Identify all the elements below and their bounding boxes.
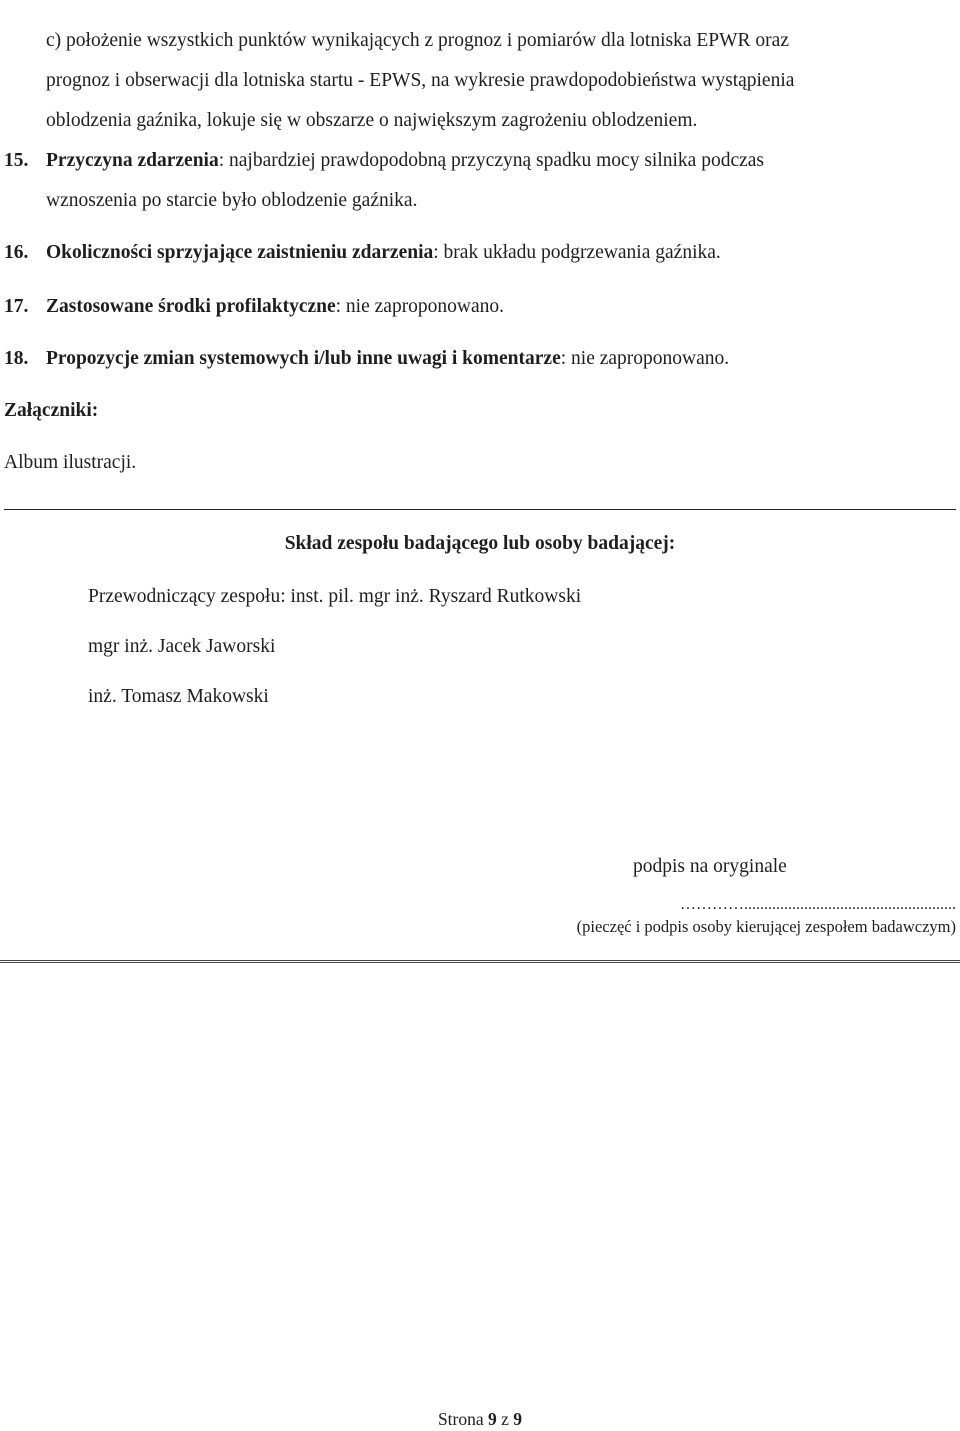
signature-note: podpis na oryginale xyxy=(633,856,787,877)
page-footer xyxy=(0,1409,960,1430)
team-heading: Skład zespołu badającego lub osoby badającej: xyxy=(284,533,676,554)
signature-dots: …………..................................................... xyxy=(680,896,956,913)
item-number: 18. xyxy=(4,348,29,369)
item-16 xyxy=(4,242,721,264)
item-text: : najbardziej prawdopodobną przyczyną spadku mocy silnika podczas xyxy=(218,150,765,171)
item-number: 16. xyxy=(4,242,29,263)
section-c-line-2: prognoz i obserwacji dla lotniska startu - EPWS, na wykresie prawdopodobieństwa wystąpienia xyxy=(46,70,795,91)
section-divider xyxy=(4,509,956,510)
attachments-heading: Załączniki: xyxy=(4,400,99,421)
footer-current-page: 9 xyxy=(488,1409,497,1429)
item-17 xyxy=(4,296,504,318)
item-heading: Propozycje zmian systemowych i/lub inne uwagi i komentarze xyxy=(46,348,561,369)
item-number: 15. xyxy=(4,150,29,171)
footer-separator: z xyxy=(496,1409,514,1429)
page-bottom-rule xyxy=(0,960,960,963)
item-number: 17. xyxy=(4,296,29,317)
footer-prefix: Strona xyxy=(437,1409,489,1429)
item-heading: Okoliczności sprzyjające zaistnieniu zdarzenia xyxy=(46,242,434,263)
attachments-text: Album ilustracji. xyxy=(4,452,137,473)
item-15 xyxy=(4,150,764,172)
item-text: : nie zaproponowano. xyxy=(560,348,730,369)
section-c-line-3: oblodzenia gaźnika, lokuje się w obszarze o największym zagrożeniu oblodzeniem. xyxy=(46,110,698,131)
section-c-line-1: c) położenie wszystkich punktów wynikających z prognoz i pomiarów dla lotniska EPWR oraz xyxy=(46,30,789,51)
item-15-continuation: wznoszenia po starcie było oblodzenie gaźnika. xyxy=(46,190,418,211)
item-text: : nie zaproponowano. xyxy=(335,296,505,317)
item-18 xyxy=(4,348,729,370)
signature-caption: (pieczęć i podpis osoby kierującej zespołem badawczym) xyxy=(576,917,956,936)
team-member: mgr inż. Jacek Jaworski xyxy=(88,636,276,657)
item-heading: Zastosowane środki profilaktyczne xyxy=(46,296,336,317)
team-member: inż. Tomasz Makowski xyxy=(88,686,269,707)
team-member-chair: Przewodniczący zespołu: inst. pil. mgr inż. Ryszard Rutkowski xyxy=(88,586,582,607)
footer-total-pages: 9 xyxy=(513,1409,523,1429)
item-heading: Przyczyna zdarzenia xyxy=(46,150,219,171)
item-text: : brak układu podgrzewania gaźnika. xyxy=(433,242,721,263)
